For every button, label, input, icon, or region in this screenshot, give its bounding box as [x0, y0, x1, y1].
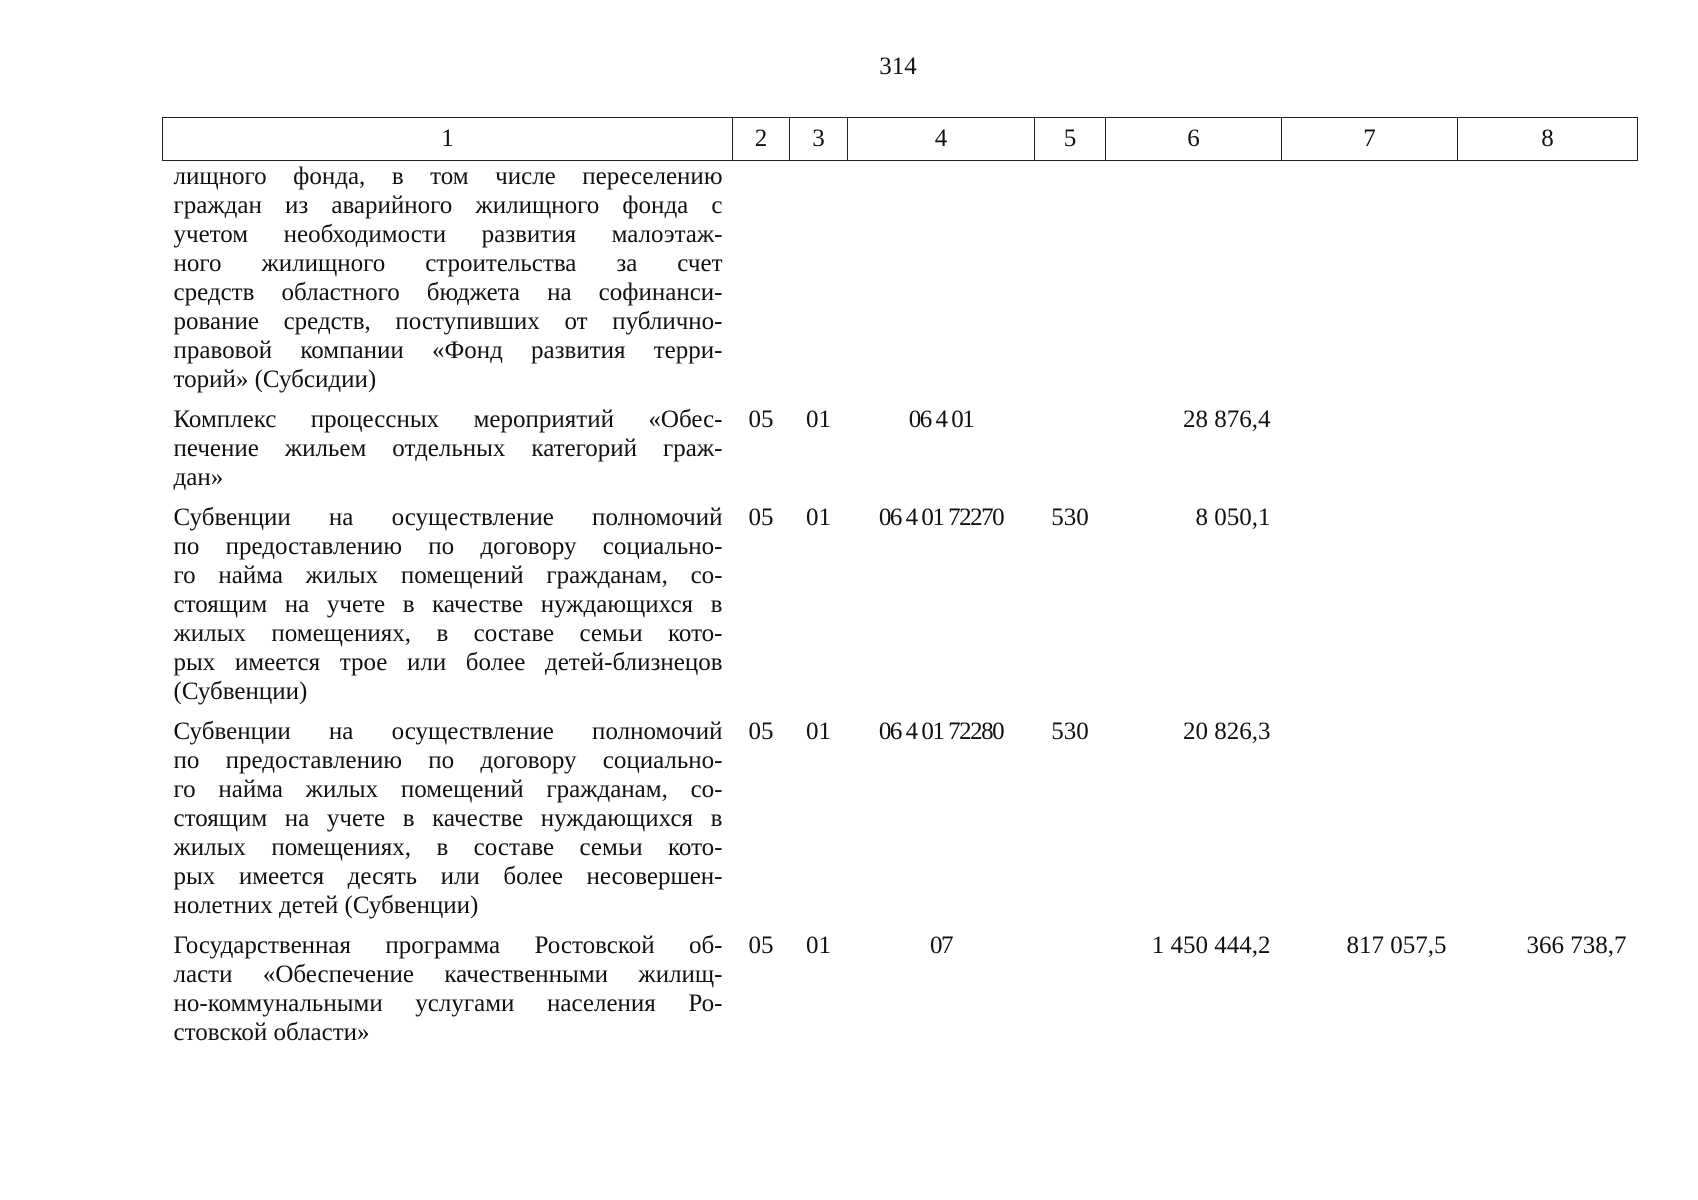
cell-expense-type: 530 — [1051, 504, 1089, 531]
description-line: ласти «Обеспечение качественными жилищ- — [173, 961, 723, 988]
description-line: жилых помещениях, в составе семьи кото- — [173, 620, 723, 647]
description-line: Субвенции на осуществление полномочий — [173, 718, 723, 745]
description-line: но-коммунальными услугами населения Ро- — [173, 990, 723, 1017]
description-line: нолетних детей (Субвенции) — [173, 892, 479, 919]
header-col-8: 8 — [1458, 118, 1638, 161]
description-line: средств областного бюджета на софинанси- — [173, 279, 723, 306]
cell-subsection: 01 — [806, 406, 831, 433]
cell-subsection: 01 — [806, 718, 831, 745]
cell-amount-8 — [1458, 405, 1638, 503]
cell-expense-type — [1035, 161, 1106, 406]
cell-amount-7 — [1282, 405, 1458, 503]
header-col-2: 2 — [733, 118, 790, 161]
description-line: стоящим на учете в качестве нуждающихся в — [173, 591, 723, 618]
cell-amount-6 — [1106, 161, 1282, 406]
description-line: Субвенции на осуществление полномочий — [173, 504, 723, 531]
cell-subsection: 01 — [806, 932, 831, 959]
description-line: стоящим на учете в качестве нуждающихся в — [173, 805, 723, 832]
cell-target-code — [848, 161, 1035, 406]
cell-subsection — [790, 161, 848, 406]
cell-amount-7: 817 057,5 — [1346, 932, 1447, 959]
description-line: торий» (Субсидии) — [173, 366, 377, 393]
description-line: рых имеется трое или более детей-близнецов — [173, 649, 723, 676]
row-description — [163, 717, 733, 931]
cell-target-code: 06 4 01 72280 — [878, 718, 1004, 745]
row-description — [163, 931, 733, 1047]
description-line: рых имеется десять или более несовершен- — [173, 863, 723, 890]
budget-table — [162, 117, 1638, 1047]
cell-subsection: 01 — [806, 504, 831, 531]
cell-amount-8 — [1458, 503, 1638, 717]
description-line: по предоставлению по договору социально- — [173, 533, 723, 560]
cell-amount-6: 1 450 444,2 — [1151, 932, 1271, 959]
cell-section: 05 — [748, 406, 774, 433]
header-col-7: 7 — [1282, 118, 1458, 161]
row-description — [163, 503, 733, 717]
description-line: стовской области» — [173, 1019, 370, 1046]
description-line: (Субвенции) — [173, 678, 308, 705]
cell-amount-7 — [1282, 161, 1458, 406]
cell-section — [733, 161, 790, 406]
description-line: Комплекс процессных мероприятий «Обес- — [173, 406, 723, 433]
page-number: 314 — [879, 53, 917, 80]
cell-amount-8 — [1458, 717, 1638, 931]
cell-expense-type: 530 — [1051, 718, 1089, 745]
header-col-3: 3 — [790, 118, 848, 161]
cell-amount-6: 8 050,1 — [1195, 504, 1271, 531]
cell-target-code: 06 4 01 72270 — [878, 504, 1004, 531]
description-line: го найма жилых помещений гражданам, со- — [173, 562, 723, 589]
cell-expense-type — [1035, 405, 1106, 503]
cell-target-code: 06 4 01 — [908, 406, 974, 433]
cell-section: 05 — [748, 718, 774, 745]
description-line: лищного фонда, в том числе переселению — [173, 163, 723, 190]
table-row — [163, 503, 1638, 717]
table-row — [163, 931, 1638, 1047]
description-line: по предоставлению по договору социально- — [173, 747, 723, 774]
description-line: правовой компании «Фонд развития терри- — [173, 337, 723, 364]
header-col-6: 6 — [1106, 118, 1282, 161]
row-description — [163, 161, 733, 406]
table-row — [163, 161, 1638, 406]
cell-target-code: 07 — [930, 932, 952, 959]
cell-amount-8 — [1458, 161, 1638, 406]
header-row — [163, 118, 1638, 161]
description-line: ного жилищного строительства за счет — [173, 250, 723, 277]
header-col-1: 1 — [163, 118, 733, 161]
table-row — [163, 717, 1638, 931]
description-line: Государственная программа Ростовской об- — [173, 932, 723, 959]
header-col-4: 4 — [848, 118, 1035, 161]
table-row — [163, 405, 1638, 503]
row-description — [163, 405, 733, 503]
cell-amount-8: 366 738,7 — [1526, 932, 1627, 959]
cell-expense-type — [1035, 931, 1106, 1047]
cell-section: 05 — [748, 504, 774, 531]
description-line: граждан из аварийного жилищного фонда с — [173, 192, 723, 219]
description-line: учетом необходимости развития малоэтаж- — [173, 221, 723, 248]
cell-section: 05 — [748, 932, 774, 959]
description-line: жилых помещениях, в составе семьи кото- — [173, 834, 723, 861]
description-line: дан» — [173, 464, 224, 491]
description-line: го найма жилых помещений гражданам, со- — [173, 776, 723, 803]
cell-amount-7 — [1282, 503, 1458, 717]
cell-amount-6: 20 826,3 — [1183, 718, 1271, 745]
description-line: рование средств, поступивших от публично- — [173, 308, 723, 335]
header-col-5: 5 — [1035, 118, 1106, 161]
description-line: печение жильем отдельных категорий граж- — [173, 435, 723, 462]
cell-amount-6: 28 876,4 — [1183, 406, 1271, 433]
cell-amount-7 — [1282, 717, 1458, 931]
